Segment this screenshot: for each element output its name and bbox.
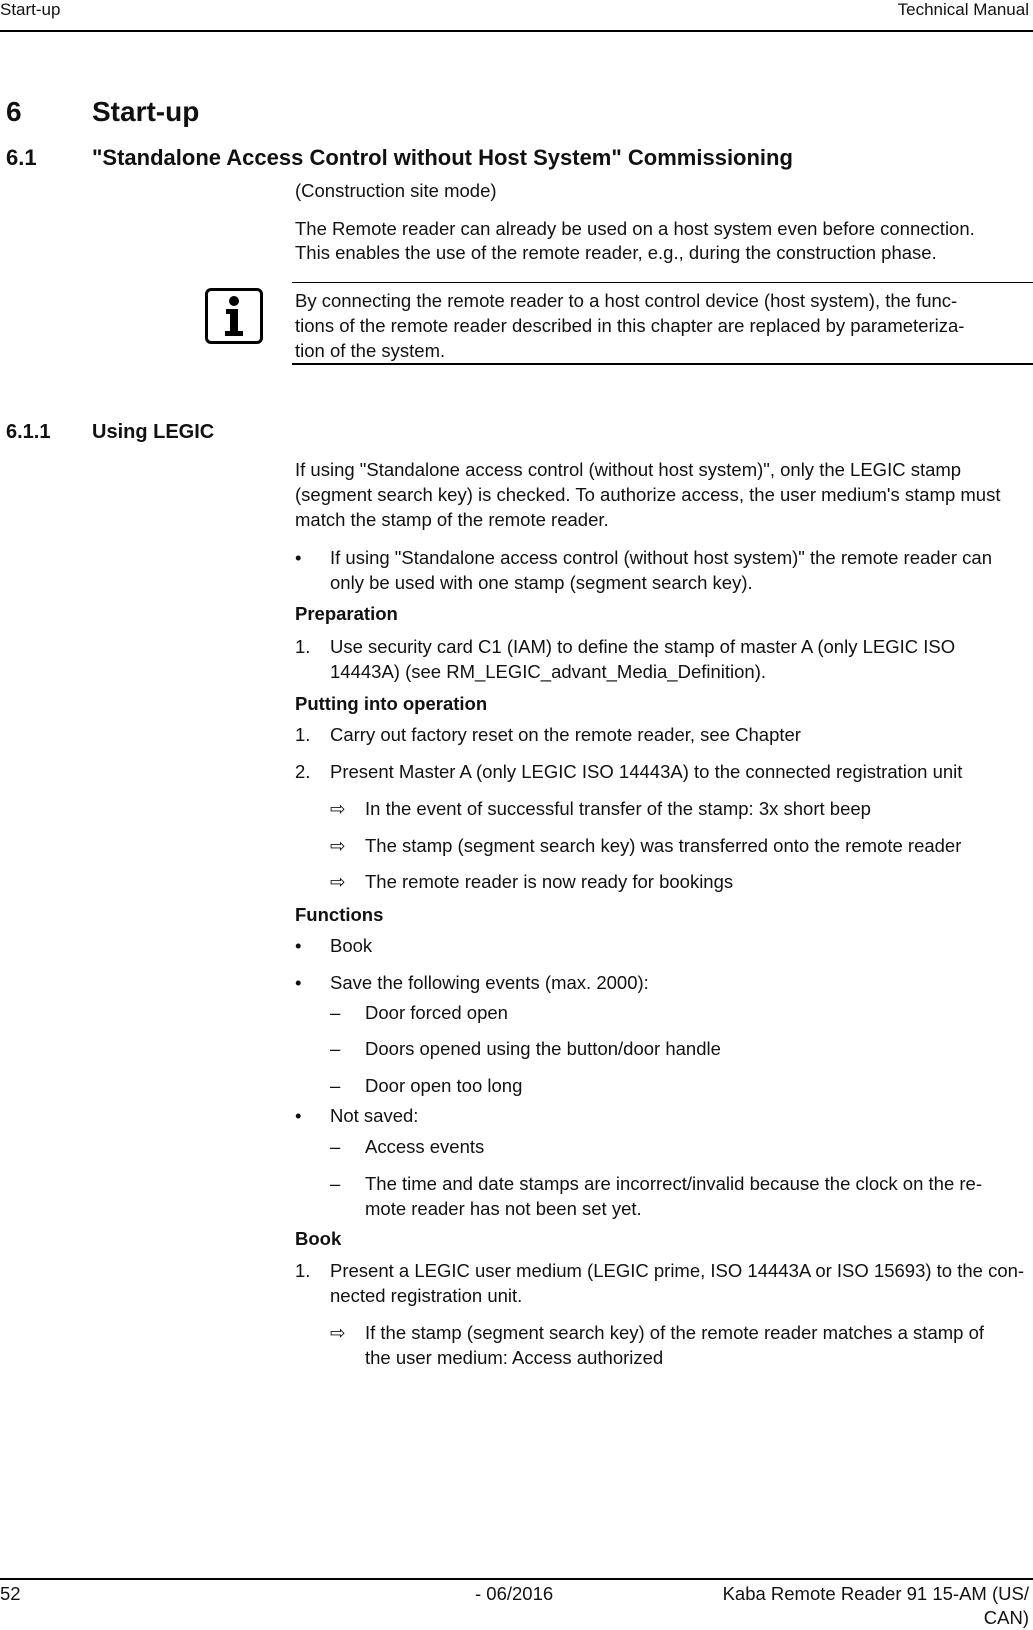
result-arrow-icon: ⇨: [330, 1322, 346, 1343]
dash-marker: –: [330, 1002, 341, 1023]
operation-step-2-text: Present Master A (only LEGIC ISO 14443A) to the connected registration unit: [330, 761, 963, 782]
bullet-marker: •: [295, 547, 302, 568]
functions-subitem-text: Access events: [365, 1136, 485, 1157]
note-bottom-rule: [292, 363, 1033, 365]
functions-subitem-line-1: The time and date stamps are incorrect/invalid because the clock on the re-: [365, 1173, 982, 1194]
bullet-marker: •: [295, 1105, 302, 1126]
note-line-2: tions of the remote reader described in this chapter are replaced by parameteriza-: [295, 315, 965, 336]
book-label: Book: [295, 1228, 342, 1249]
subsubsection-number: 6.1.1: [6, 421, 51, 443]
dash-marker: –: [330, 1173, 341, 1194]
subsection-title: "Standalone Access Control without Host System" Commissioning: [92, 145, 793, 170]
preparation-step-1-line-1: Use security card C1 (IAM) to define the stamp of master A (only LEGIC ISO: [330, 636, 956, 657]
footer-rule: [0, 1578, 1033, 1580]
header-rule: [0, 30, 1033, 32]
book-step-1-line-1: Present a LEGIC user medium (LEGIC prime, ISO 14443A or ISO 15693) to the con-: [330, 1260, 1025, 1281]
info-icon: [205, 288, 263, 344]
functions-subitem-text: Door open too long: [365, 1075, 523, 1096]
intro-line-1: The Remote reader can already be used on a host system even before connection.: [295, 218, 975, 239]
section-heading: [6, 94, 199, 130]
result-arrow-icon: ⇨: [330, 835, 346, 856]
step-number: 1.: [295, 636, 311, 657]
footer-product: [723, 1582, 1029, 1630]
operation-result-1-text: In the event of successful transfer of the stamp: 3x short beep: [365, 798, 871, 819]
running-header-left: Start-up: [0, 0, 61, 19]
functions-item-2-text: Save the following events (max. 2000):: [330, 972, 649, 993]
book-result-1-line-1: If the stamp (segment search key) of the remote reader matches a stamp of: [365, 1322, 985, 1343]
mode-text: (Construction site mode): [295, 180, 497, 201]
step-number: 2.: [295, 761, 311, 782]
step-number: 1.: [295, 724, 311, 745]
book-step-1-line-2: nected registration unit.: [330, 1285, 523, 1306]
page-number: 52: [0, 1583, 21, 1604]
operation-label: Putting into operation: [295, 693, 488, 714]
book-result-1-line-2: the user medium: Access authorized: [365, 1347, 664, 1368]
note-top-rule: [292, 282, 1033, 283]
footer-product-line-1: Kaba Remote Reader 91 15-AM (US/: [722, 1583, 1029, 1604]
operation-result-3-text: The remote reader is now ready for bookings: [365, 871, 734, 892]
legic-bullet-line-1: If using "Standalone access control (without host system)" the remote reader can: [330, 547, 992, 568]
subsubsection-title: Using LEGIC: [92, 421, 215, 443]
legic-bullet-line-2: only be used with one stamp (segment search key).: [330, 572, 753, 593]
preparation-step-1-line-2: 14443A) (see RM_LEGIC_advant_Media_Definition).: [330, 661, 767, 682]
result-arrow-icon: ⇨: [330, 871, 346, 892]
bullet-marker: •: [295, 935, 302, 956]
functions-item-1-text: Book: [330, 935, 373, 956]
dash-marker: –: [330, 1038, 341, 1059]
section-title: Start-up: [92, 96, 200, 127]
result-arrow-icon: ⇨: [330, 798, 346, 819]
running-header-right: Technical Manual: [897, 0, 1029, 19]
subsection-number: 6.1: [6, 145, 37, 170]
intro-line-2: This enables the use of the remote reader, e.g., during the construction phase.: [295, 242, 937, 263]
footer-product-line-2: CAN): [983, 1607, 1029, 1628]
section-number: 6: [6, 96, 22, 127]
note-line-3: tion of the system.: [295, 340, 446, 361]
dash-marker: –: [330, 1075, 341, 1096]
preparation-label: Preparation: [295, 603, 398, 624]
subsubsection-heading: [6, 418, 214, 446]
functions-subitem-line-2: mote reader has not been set yet.: [365, 1198, 642, 1219]
functions-item-3-text: Not saved:: [330, 1105, 419, 1126]
legic-paragraph-line-2: (segment search key) is checked. To authorize access, the user medium's stamp must: [295, 484, 1001, 505]
operation-result-2-text: The stamp (segment search key) was transferred onto the remote reader: [365, 835, 962, 856]
bullet-marker: •: [295, 972, 302, 993]
note-line-1: By connecting the remote reader to a host control device (host system), the func-: [295, 290, 958, 311]
legic-paragraph-line-3: match the stamp of the remote reader.: [295, 509, 609, 530]
functions-label: Functions: [295, 904, 384, 925]
operation-step-1-text: Carry out factory reset on the remote reader, see Chapter: [330, 724, 801, 745]
functions-subitem-text: Doors opened using the button/door handle: [365, 1038, 721, 1059]
dash-marker: –: [330, 1136, 341, 1157]
step-number: 1.: [295, 1260, 311, 1281]
functions-subitem-text: Door forced open: [365, 1002, 508, 1023]
legic-paragraph-line-1: If using "Standalone access control (without host system)", only the LEGIC stamp: [295, 459, 962, 480]
subsection-heading: [6, 143, 793, 173]
footer-date: - 06/2016: [475, 1583, 554, 1604]
